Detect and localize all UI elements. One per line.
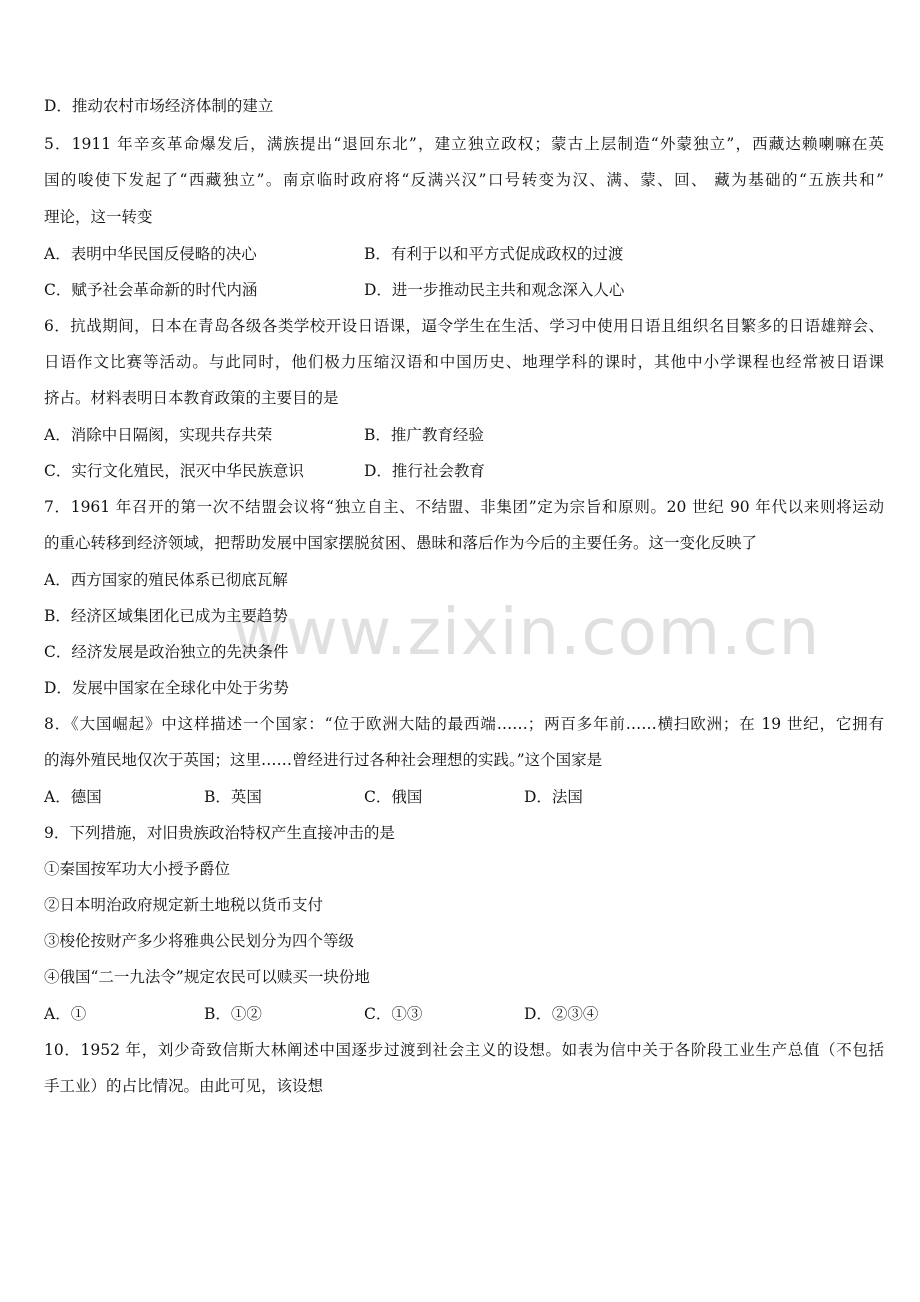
q7-option-c: C．经济发展是政治独立的先决条件 [44, 643, 289, 661]
q4-option-d: D．推动农村市场经济体制的建立 [44, 97, 274, 115]
q7-option-a: A．西方国家的殖民体系已彻底瓦解 [44, 571, 288, 589]
q8-stem-line2: 的海外殖民地仅次于英国；这里……曾经进行过各种社会理想的实践。”这个国家是 [44, 751, 603, 769]
q5-stem-line1: 5．1911 年辛亥革命爆发后，满族提出“退回东北”，建立独立政权；蒙古上层制造“外蒙独立”，西藏达赖喇嘛在英 [44, 135, 884, 153]
q6-stem-line3: 挤占。材料表明日本教育政策的主要目的是 [44, 389, 339, 407]
q5-option-c: C．赋予社会革命新的时代内涵 [44, 281, 258, 299]
q8-option-d: D．法国 [524, 788, 583, 806]
q6-stem-line1: 6．抗战期间，日本在青岛各级各类学校开设日语课，逼令学生在生活、学习中使用日语且组织名目繁多的日语雄辩会、 [44, 317, 884, 335]
q7-option-b: B．经济区域集团化已成为主要趋势 [44, 607, 288, 625]
q7-stem-line1: 7．1961 年召开的第一次不结盟会议将“独立自主、不结盟、非集团”定为宗旨和原则。20 世纪 90 年代以来则将运动 [44, 498, 884, 516]
q5-option-a: A．表明中华民国反侵略的决心 [44, 245, 257, 263]
q10-stem-line2: 手工业）的占比情况。由此可见，该设想 [44, 1077, 324, 1095]
q8-option-a: A．德国 [44, 788, 102, 806]
q9-stem-line1: 9．下列措施，对旧贵族政治特权产生直接冲击的是 [44, 824, 395, 842]
q7-stem-line2: 的重心转移到经济领域，把帮助发展中国家摆脱贫困、愚昧和落后作为今后的主要任务。这一变化反映了 [44, 534, 758, 552]
q10-stem-line1: 10．1952 年，刘少奇致信斯大林阐述中国逐步过渡到社会主义的设想。如表为信中关于各阶段工业生产总值（不包括 [44, 1041, 884, 1059]
q7-option-d: D．发展中国家在全球化中处于劣势 [44, 679, 289, 697]
q8-option-c: C．俄国 [364, 788, 423, 806]
watermark: www.zixin.com.cn [232, 596, 821, 670]
q6-option-a: A．消除中日隔阂，实现共存共荣 [44, 426, 273, 444]
q9-option-d: D．②③④ [524, 1005, 599, 1023]
q6-option-d: D．推行社会教育 [364, 462, 485, 480]
q9-option-c: C．①③ [364, 1005, 423, 1023]
q9-item-3: ③梭伦按财产多少将雅典公民划分为四个等级 [44, 932, 355, 950]
q5-option-b: B．有利于以和平方式促成政权的过渡 [364, 245, 624, 263]
q9-option-a: A．① [44, 1005, 87, 1023]
q9-item-2: ②日本明治政府规定新土地税以货币支付 [44, 896, 324, 914]
q8-option-b: B．英国 [204, 788, 262, 806]
q6-option-b: B．推广教育经验 [364, 426, 484, 444]
q9-option-b: B．①② [204, 1005, 262, 1023]
q9-item-4: ④俄国“二一九法令”规定农民可以赎买一块份地 [44, 968, 370, 986]
q5-option-d: D．进一步推动民主共和观念深入人心 [364, 281, 625, 299]
q8-stem-line1: 8．《大国崛起》中这样描述一个国家：“位于欧洲大陆的最西端……；两百多年前……横扫欧洲；在 19 世纪，它拥有 [44, 715, 884, 733]
q5-stem-line3: 理论，这一转变 [44, 208, 153, 226]
q5-stem-line2: 国的唆使下发起了“西藏独立”。南京临时政府将“反满兴汉”口号转变为汉、满、蒙、回、 藏为基础的“五族共和” [44, 171, 884, 189]
q9-item-1: ①秦国按军功大小授予爵位 [44, 860, 231, 878]
q6-stem-line2: 日语作文比赛等活动。与此同时，他们极力压缩汉语和中国历史、地理学科的课时，其他中小学课程也经常被日语课 [44, 353, 884, 371]
q6-option-c: C．实行文化殖民，泯灭中华民族意识 [44, 462, 304, 480]
